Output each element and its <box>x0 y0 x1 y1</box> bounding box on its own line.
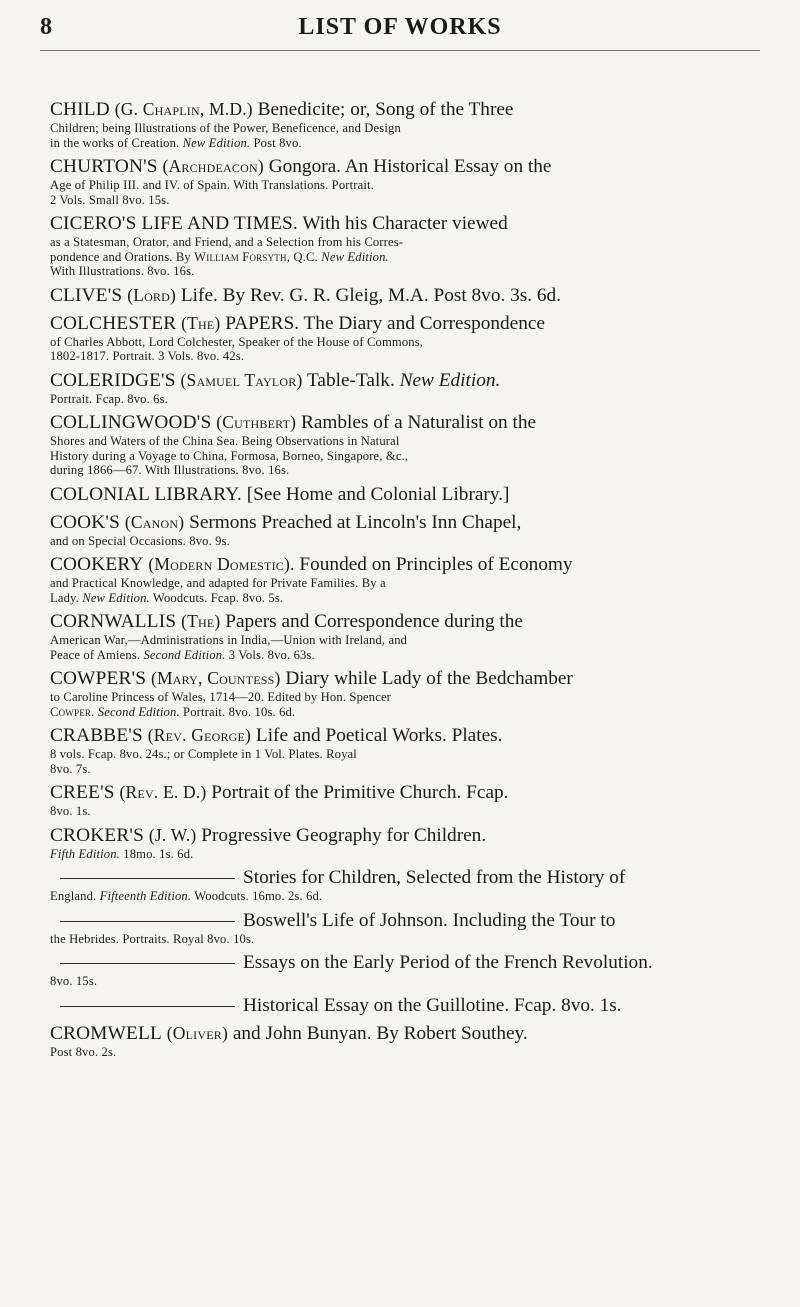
entry-sub: (The) <box>181 312 221 333</box>
entry-croker-guillotine <box>50 994 748 1017</box>
page-header <box>40 14 760 46</box>
entry-title: Stories for Children, Selected from the History of <box>243 867 626 888</box>
entry-croker <box>50 824 748 862</box>
entry-sub: (Modern Domestic). <box>148 554 295 574</box>
entry-title: Boswell's Life of Johnson. Including the Tour to <box>243 909 616 931</box>
entry-detail: 1802-1817. Portrait. 3 Vols. 8vo. 42s. <box>50 349 245 363</box>
entry-detail: and Practical Knowledge, and adapted for Private Families. By a <box>50 576 386 590</box>
entry-list <box>50 98 748 1064</box>
entry-title: Table-Talk. <box>307 369 395 391</box>
entry-sub: (G. Chaplin, M.D.) <box>114 99 253 119</box>
entry-sub: (Rev. George) <box>147 725 252 745</box>
entry-title: Historical Essay on the Guillotine. Fcap. 8vo. 1s. <box>243 994 622 1016</box>
entry-detail: 8vo. 15s. <box>50 974 98 988</box>
entry-name: CLIVE'S <box>50 284 123 306</box>
entry-edition: Fifth Edition. <box>50 846 120 861</box>
entry-detail: to Caroline Princess of Wales, 1714—20. Edited by Hon. Spencer <box>50 690 392 704</box>
entry-detail: Post 8vo. 2s. <box>50 1044 117 1059</box>
entry-name: CHURTON'S <box>50 156 158 177</box>
entry-name: COLCHESTER <box>50 312 177 334</box>
entry-detail: Lady. <box>50 590 83 605</box>
entry-name: COWPER'S <box>50 668 147 689</box>
entry-detail: Children; being Illustrations of the Power, Beneficence, and Design <box>50 121 401 135</box>
entry-detail: Woodcuts. 16mo. 2s. 6d. <box>191 889 323 903</box>
entry-name: CORNWALLIS <box>50 611 177 632</box>
entry-edition: New Edition. <box>82 590 150 605</box>
entry-cromwell <box>50 1022 748 1060</box>
entry-colonial-library <box>50 483 748 506</box>
entry-detail: 8vo. 1s. <box>50 804 91 818</box>
entry-detail: Post 8vo. <box>250 135 302 150</box>
entry-sub: (Lord) <box>127 284 177 305</box>
entry-title: Life. By Rev. G. R. Gleig, M.A. Post 8vo. 3s. 6d. <box>180 284 561 306</box>
page-number: 8 <box>40 14 52 40</box>
entry-edition: New Edition. <box>317 249 389 264</box>
entry-sub: (Samuel Taylor) <box>180 369 303 390</box>
entry-cree <box>50 781 748 819</box>
entry-detail: Age of Philip III. and IV. of Spain. With Translations. Portrait. <box>50 178 374 192</box>
entry-title: Life and Poetical Works. Plates. <box>255 725 503 746</box>
entry-title: Sermons Preached at Lincoln's Inn Chapel, <box>189 511 522 533</box>
entry-edition: Fifteenth Edition. <box>99 889 192 903</box>
entry-cornwallis <box>50 610 748 662</box>
entry-name: CHILD <box>50 99 110 120</box>
entry-edition: New Edition. <box>399 369 501 391</box>
entry-detail: in the works of Creation. <box>50 135 183 150</box>
entry-detail: the Hebrides. Portraits. Royal 8vo. 10s. <box>50 931 255 946</box>
entry-sub: (J. W.) <box>148 824 197 845</box>
entry-sub: (Mary, Countess) <box>150 668 281 688</box>
entry-title: Rambles of a Naturalist on the <box>300 412 537 433</box>
entry-detail: History during a Voyage to China, Formosa, Borneo, Singapore, &c., <box>50 448 409 463</box>
entry-croker-essays <box>50 951 748 989</box>
entry-title: Gongora. An Historical Essay on the <box>268 156 552 177</box>
entry-name: CROMWELL <box>50 1022 162 1044</box>
entry-cook <box>50 511 748 549</box>
entry-title: Papers and Correspondence during the <box>225 611 523 632</box>
entry-detail: England. <box>50 889 100 903</box>
entry-name: CICERO'S LIFE AND TIMES. <box>50 213 298 234</box>
entry-title: Diary while Lady of the Bedchamber <box>285 668 573 689</box>
entry-detail: during 1866—67. With Illustrations. 8vo. 16s. <box>50 463 290 477</box>
entry-detail: 3 Vols. 8vo. 63s. <box>225 647 315 662</box>
entry-name: COLLINGWOOD'S <box>50 412 212 433</box>
entry-sub: (The) <box>181 611 221 631</box>
entry-detail: and on Special Occasions. 8vo. 9s. <box>50 533 230 548</box>
entry-name: CRABBE'S <box>50 725 143 746</box>
entry-detail: Portrait. Fcap. 8vo. 6s. <box>50 391 168 406</box>
entry-detail: Peace of Amiens. <box>50 647 144 662</box>
entry-cookery <box>50 553 748 605</box>
entry-coleridge <box>50 369 748 407</box>
entry-title: Essays on the Early Period of the French Revolution. <box>243 952 653 973</box>
ditto-rule <box>60 1006 235 1007</box>
entry-sub: (Cuthbert) <box>216 412 297 432</box>
entry-name: COOKERY <box>50 554 144 575</box>
entry-sub: (Oliver) <box>166 1022 228 1043</box>
entry-edition: Second Edition. <box>94 704 180 719</box>
entry-edition: Second Edition. <box>143 647 226 662</box>
entry-edition: New Edition. <box>182 135 251 150</box>
ditto-rule <box>60 921 235 922</box>
ditto-rule <box>60 963 235 964</box>
entry-name: CROKER'S <box>50 824 145 846</box>
running-title: LIST OF WORKS <box>298 14 502 40</box>
entry-detail: Woodcuts. Fcap. 8vo. 5s. <box>149 590 284 605</box>
entry-title: and John Bunyan. By Robert Southey. <box>232 1022 528 1044</box>
entry-colchester <box>50 312 748 364</box>
header-rule <box>40 50 760 51</box>
entry-sub: (Rev. E. D.) <box>119 782 207 802</box>
entry-title: With his Character viewed <box>302 213 508 234</box>
entry-detail: With Illustrations. 8vo. 16s. <box>50 264 195 278</box>
entry-title: Benedicite; or, Song of the Three <box>257 99 514 120</box>
entry-name: COLERIDGE'S <box>50 369 176 391</box>
entry-cicero <box>50 212 748 279</box>
entry-detail: of Charles Abbott, Lord Colchester, Speaker of the House of Commons, <box>50 334 424 349</box>
entry-name: COOK'S <box>50 511 121 533</box>
entry-detail: American War,—Administrations in India,—Union with Ireland, and <box>50 633 408 647</box>
entry-detail: 8 vols. Fcap. 8vo. 24s.; or Complete in 1 Vol. Plates. Royal <box>50 747 357 761</box>
entry-crabbe <box>50 724 748 776</box>
entry-title: Progressive Geography for Children. <box>201 824 487 846</box>
entry-sub: (Archdeacon) <box>162 156 264 176</box>
entry-child <box>50 98 748 150</box>
entry-title: PAPERS. The Diary and Correspondence <box>225 312 545 334</box>
ditto-rule <box>60 878 235 879</box>
entry-detail: 2 Vols. Small 8vo. 15s. <box>50 192 170 207</box>
entry-detail: 8vo. 7s. <box>50 761 91 776</box>
entry-cowper <box>50 667 748 719</box>
entry-churton <box>50 155 748 207</box>
entry-detail: as a Statesman, Orator, and Friend, and a Selection from his Corres- <box>50 235 404 249</box>
entry-author: Cowper. <box>50 704 95 719</box>
entry-name: COLONIAL LIBRARY. <box>50 483 242 505</box>
entry-clive <box>50 284 748 307</box>
entry-detail: pondence and Orations. By <box>50 249 195 264</box>
entry-sub: (Canon) <box>124 511 185 532</box>
entry-name: CREE'S <box>50 782 115 803</box>
entry-author: William Forsyth, Q.C. <box>194 249 318 264</box>
entry-detail: Portrait. 8vo. 10s. 6d. <box>179 704 296 719</box>
entry-title: Founded on Principles of Economy <box>299 554 573 575</box>
entry-detail: Shores and Waters of the China Sea. Being Observations in Natural <box>50 434 400 448</box>
entry-detail: 18mo. 1s. 6d. <box>119 846 194 861</box>
entry-croker-boswell <box>50 909 748 947</box>
entry-croker-stories <box>50 866 748 904</box>
entry-title: [See Home and Colonial Library.] <box>246 483 510 505</box>
entry-collingwood <box>50 411 748 478</box>
entry-title: Portrait of the Primitive Church. Fcap. <box>211 782 509 803</box>
